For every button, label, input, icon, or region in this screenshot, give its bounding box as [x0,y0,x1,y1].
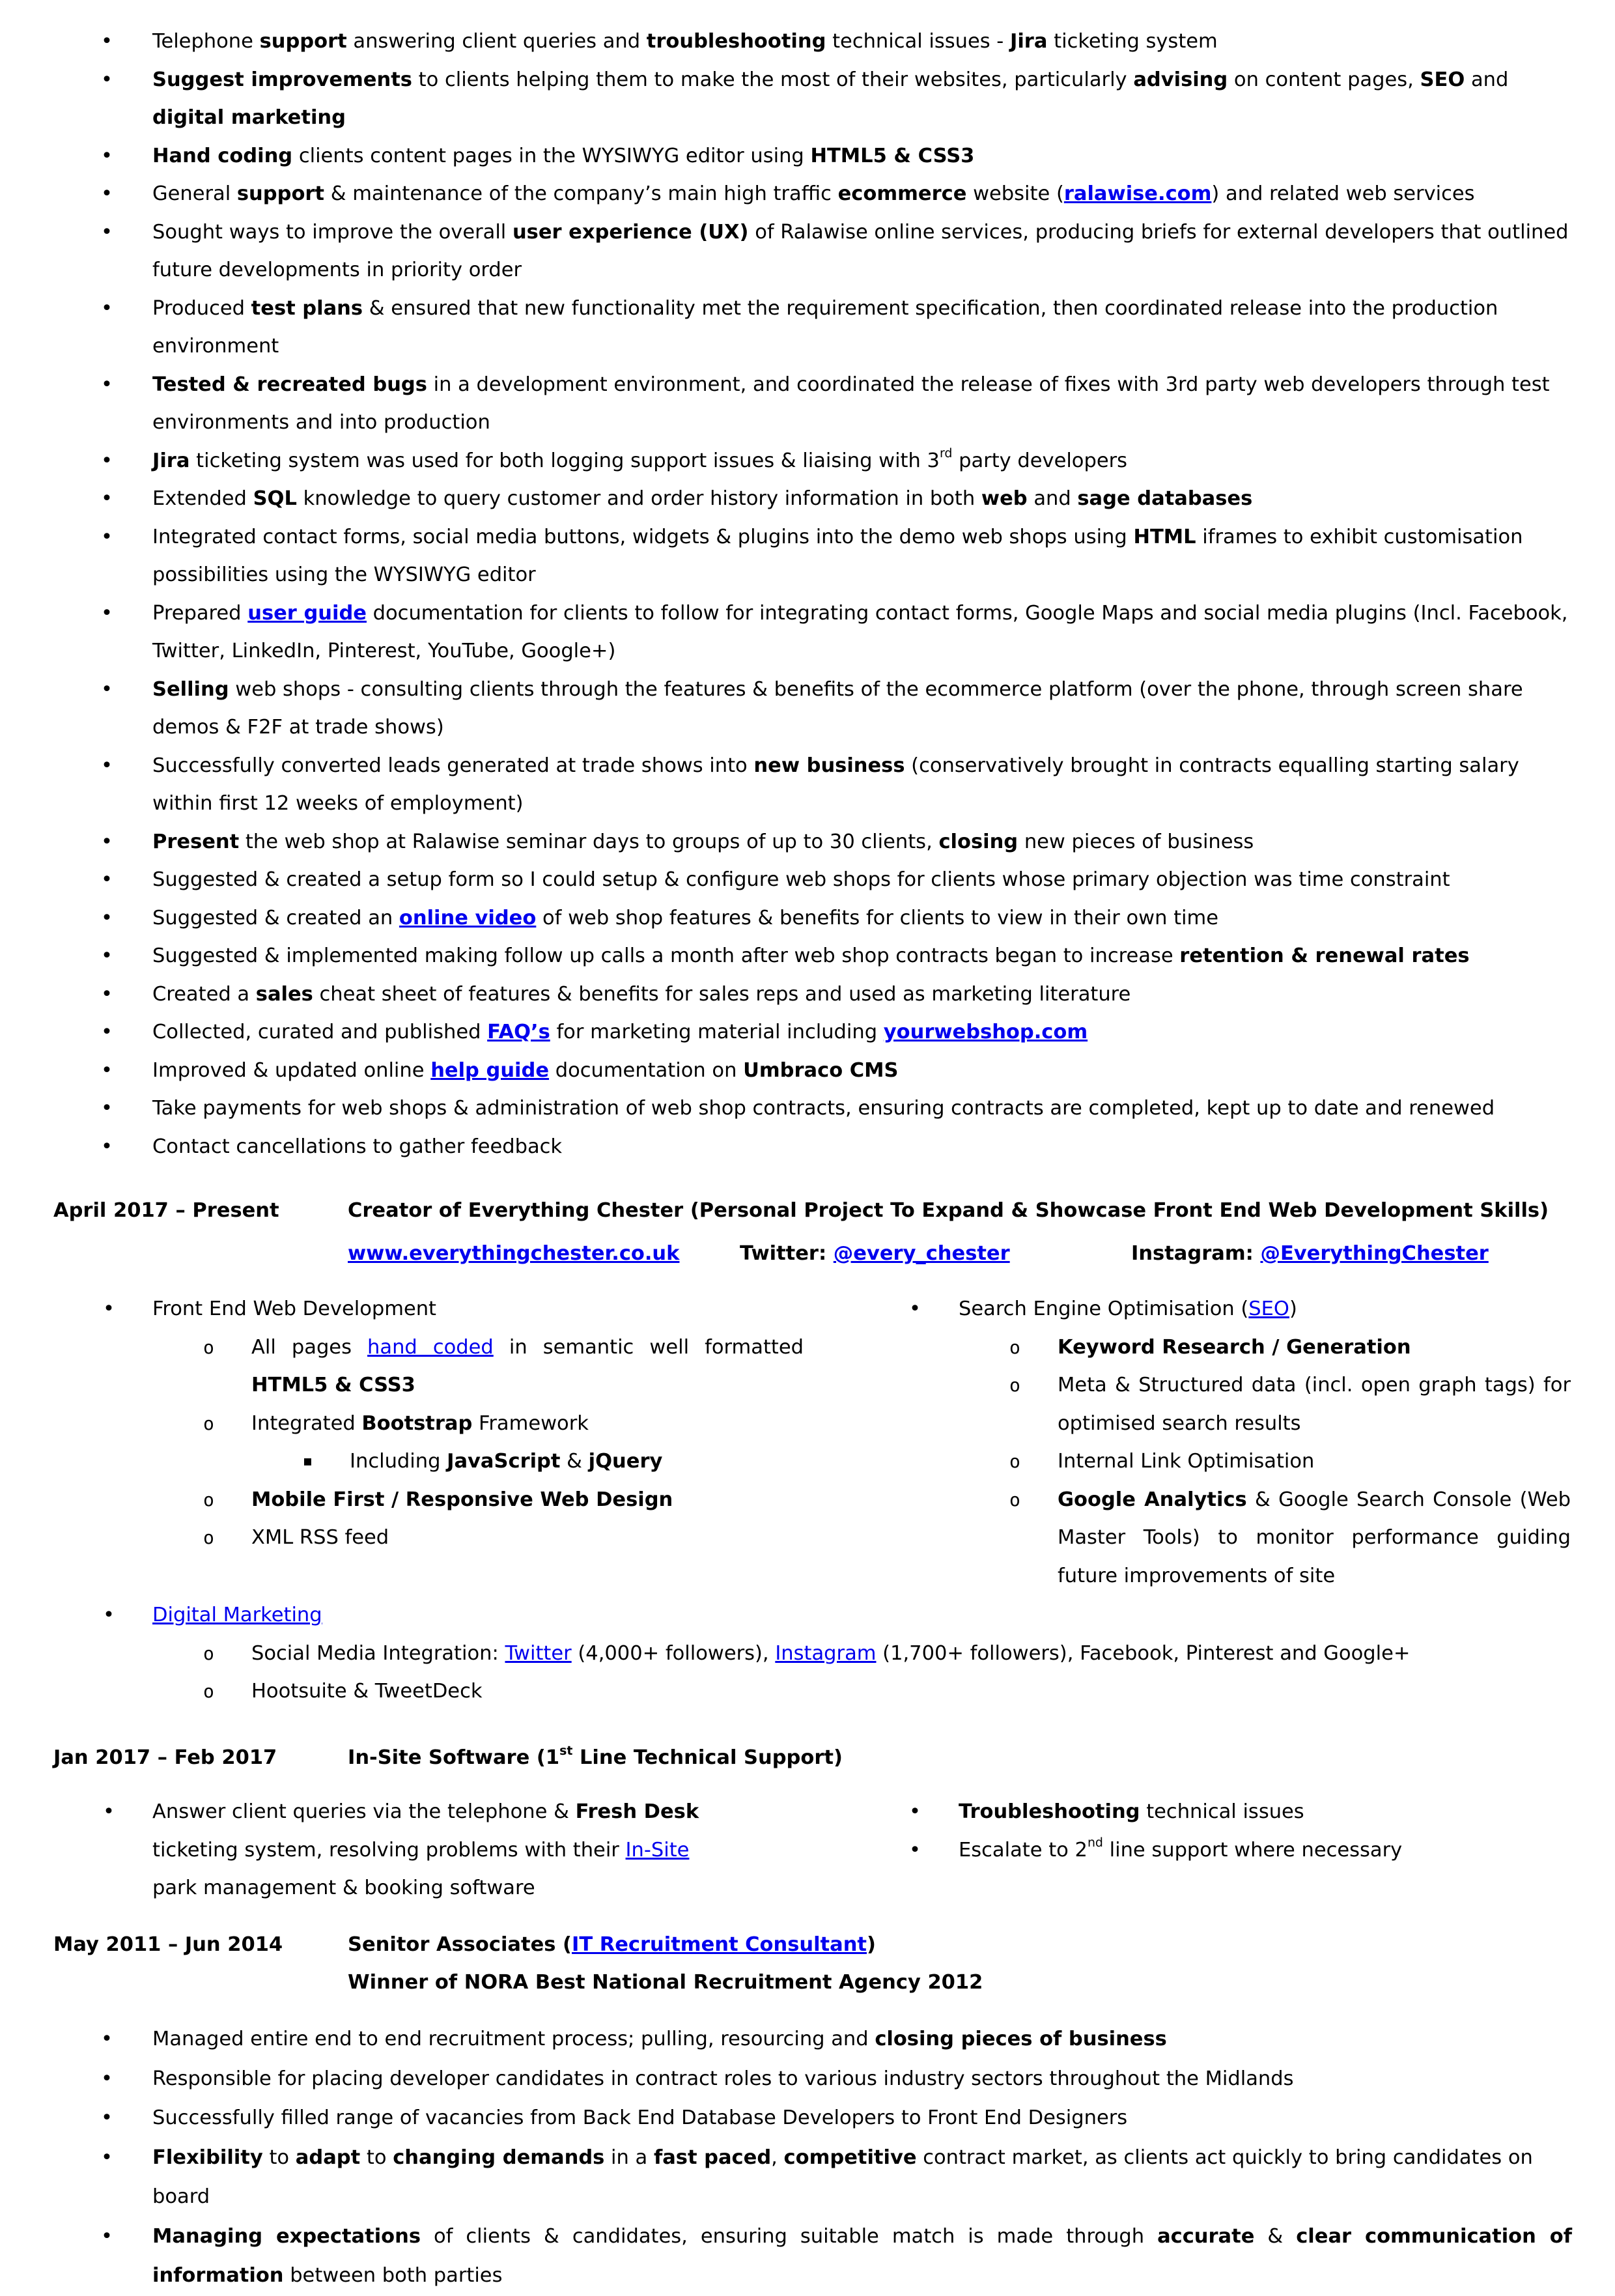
list-item: • Escalate to 2nd line support where necessary [959,1832,1571,1870]
list-item: • Suggested & created a setup form so I could setup & configure web shops for clients whose primary objection was time constraint [0,861,1615,900]
sub-item: o XML RSS feed [251,1519,804,1557]
help-guide-link[interactable]: help guide [430,1058,550,1082]
list-item: • Collected, curated and published FAQ’s for marketing material including yourwebshop.com [0,1013,1615,1052]
list-item: • Sought ways to improve the overall user experience (UX) of Ralawise online services, producing briefs for external developers that outlined future developments in priority order [0,214,1615,290]
user-guide-link[interactable]: user guide [247,601,367,625]
list-item: • Contact cancellations to gather feedback [0,1128,1615,1167]
seo-column [959,1290,1571,1595]
insite-right-column [959,1793,1571,1869]
sub-item: o Hootsuite & TweetDeck [251,1673,1572,1711]
job-date: Jan 2017 – Feb 2017 [53,1746,277,1769]
list-item: • Tested & recreated bugs in a development environment, and coordinated the release of fixes with 3rd party web developers through test environments and into production [0,366,1615,442]
list-item: • Responsible for placing developer candidates in contract roles to various industry sectors throughout the Midlands [0,2060,1615,2099]
digital-marketing-section [152,1596,1572,1711]
instagram-handle-link[interactable]: @EverythingChester [1260,1242,1489,1265]
insite-left-column [152,1793,738,1908]
front-end-column [152,1290,804,1557]
sub-item: o Keyword Research / Generation [1058,1329,1571,1367]
list-item: • Suggested & implemented making follow up calls a month after web shop contracts began to increase retention & renewal rates [0,937,1615,976]
list-item: • Hand coding clients content pages in the WYSIWYG editor using HTML5 & CSS3 [0,137,1615,176]
list-item: • Answer client queries via the telephone & Fresh Desk ticketing system, resolving problems with their In-Site park management & booking software [152,1793,738,1908]
job-title: In-Site Software (1st Line Technical Support) [348,1743,843,1769]
list-item: • Flexibility to adapt to changing demands in a fast paced, competitive contract market, as clients act quickly to bring candidates on board [0,2138,1615,2217]
list-item: • Produced test plans & ensured that new functionality met the requirement specification, then coordinated release into the production environment [0,290,1615,366]
list-item: • Telephone support answering client queries and troubleshooting technical issues - Jira ticketing system [0,23,1615,61]
sub-sub-item: ▪ Including JavaScript & jQuery [350,1443,804,1481]
seo-link[interactable]: SEO [1248,1297,1289,1320]
online-video-link[interactable]: online video [399,906,537,929]
list-item: • Take payments for web shops & administration of web shop contracts, ensuring contracts are completed, kept up to date and renewed [0,1090,1615,1128]
list-item: • Improved & updated online help guide documentation on Umbraco CMS [0,1052,1615,1090]
list-item: • Search Engine Optimisation (SEO) [959,1290,1571,1329]
sub-item: o Internal Link Optimisation [1058,1443,1571,1481]
list-item: • Prepared user guide documentation for clients to follow for integrating contact forms, Google Maps and social media plugins (Incl. Facebook, Twitter, LinkedIn, Pinterest, YouTube, Google+) [0,595,1615,671]
list-item: • Front End Web Development [152,1290,804,1329]
faqs-link[interactable]: FAQ’s [487,1021,550,1043]
list-item: • Selling web shops - consulting clients through the features & benefits of the ecommerce platform (over the phone, through screen share demos & F2F at trade shows) [0,671,1615,747]
list-item: • Present the web shop at Ralawise seminar days to groups of up to 30 clients, closing new pieces of business [0,823,1615,862]
instagram-handle-row: Instagram: @EverythingChester [1131,1242,1489,1265]
job-date: April 2017 – Present [53,1199,279,1222]
job-title: Senitor Associates (IT Recruitment Consultant) [348,1933,876,1956]
project-links [348,1235,679,1273]
list-item: • Managing expectations of clients & candidates, ensuring suitable match is made through accurate & clear communication of information between both parties [0,2217,1615,2296]
senitor-list [0,2020,1615,2296]
list-item: • Successfully converted leads generated at trade shows into new business (conservatively brought in contracts equalling starting salary within first 12 weeks of employment) [0,747,1615,823]
job-title: Creator of Everything Chester (Personal Project To Expand & Showcase Front End Web Development Skills) [348,1199,1549,1222]
list-item: • Integrated contact forms, social media buttons, widgets & plugins into the demo web shops using HTML iframes to exhibit customisation possibilities using the WYSIWYG editor [0,518,1615,595]
digital-marketing-link[interactable]: Digital Marketing [152,1604,322,1626]
list-item: • Troubleshooting technical issues [959,1793,1571,1832]
twitter-handle-link[interactable]: @every_chester [833,1242,1010,1265]
cv-page: • Telephone support answering client queries and troubleshooting technical issues - Jira ticketing system • Suggest improvements to clients helping them to make the most of their websites, particularly advising on content pages, SEO and digital marketing • Hand coding clients content pages in the WYSIWYG editor using HTML5 & CSS3 • General support & maintenance of the company’s main high traffic ecommerce website (ralawise.com) and related web services • Sought ways to improve the overall user experience (UX) of Ralawise online services, producing briefs for external developers that outlined future developments in priority order • Produced test plans & ensured that new functionality met the requirement specification, then coordinated release into the production environment • Tested & recreated bugs in a development environment, and coordinated the release of fixes with 3rd party web developers through test environments and into production • Jira ticketing system was used for both logging support issues & liaising with 3rd party developers • Extended SQL knowledge to query customer and order history information in both web and sage databases • Integrated contact forms, social media buttons, widgets & plugins into the demo web shops using HTML iframes to exhibit customisation possibilities using the WYSIWYG editor • Prepared user guide documentation for clients to follow for integrating contact forms, Google Maps and social media plugins (Incl. Facebook, Twitter, LinkedIn, Pinterest, YouTube, Google+) • Selling web shops - consulting clients through the features & benefits of the ecommerce platform (over the phone, through screen share demos & F2F at trade shows) • Successfully converted leads generated at trade shows into new business (conservatively brought in contracts equalling starting salary within first 12 weeks of employment) • Present the web shop at Ralawise seminar days to groups of up to 30 clients, closing new pieces of business • Suggested & created a setup form so I could setup & configure web shops for clients whose primary objection was time constraint • Suggested & created an online video of web shop features & benefits for clients to view in their own time • Suggested & implemented making follow up calls a month after web shop contracts began to increase retention & renewal rates • Created a sales cheat sheet of features & benefits for sales reps and used as marketing literature • Collected, curated and published FAQ’s for marketing material including yourwebshop.com • Improved & updated online help guide documentation on Umbraco CMS • Take payments for web shops & administration of web shop contracts, ensuring contracts are completed, kept up to date and renewed • Contact cancellations to gather feedback April 2017 – Present Creator of Everything Chester (Personal Project To Expand & Showcase Front End Web Development Skills) www.everythingchester.co.uk Twitter: @every_chester Instagram: @EverythingChester • Front End Web Development o All pages hand coded in semantic well formatted HTML5 & CSS3 o Integrated Bootstrap Framework ▪ Including JavaScript & jQuery o Mobile First / Responsive Web Design o XML RSS feed • Search Engine Optimisation (SEO) o Keyword Research / Generation o Meta & Structured data (incl. open graph tags) for optimised search results o Internal Link Optimisation o Google Analytics & Google Search Console (Web Master Tools) to monitor performance guiding future improvements of site • Digital Marketing o Social Media Integration: Twitter (4,000+ followers), Instagram (1,700+ followers), Facebook, Pinterest and Google+ o Hootsuite & TweetDeck Jan 2017 – Feb 2017 In-Site Software (1st Line Technical Support) • Answer client queries via the telephone & Fresh Desk ticketing system, resolving problems with their In-Site park management & booking software • Troubleshooting technical issues • Escalate to 2nd line support where necessary May 2011 – Jun 2014 Senitor Associates (IT Recruitment Consultant) Winner of NORA Best National Recruitment Agency 2012 • Managed entire end to end recruitment process; pulling, resourcing and closing pieces of business • Responsible for placing developer candidates in contract roles to various industry sectors throughout the Midlands • Successfully filled range of vacancies from Back End Database Developers to Front End Designers • Flexibility to adapt to changing demands in a fast paced, competitive contract market, as clients act quickly to bring candidates on board • Managing expectations of clients & candidates, ensuring suitable match is made through accurate & clear communication of information between both parties [0,0,1615,2285]
ralawise-link[interactable]: ralawise.com [1063,182,1212,205]
sub-item: o Meta & Structured data (incl. open graph tags) for optimised search results [1058,1367,1571,1443]
insite-link[interactable]: In-Site [625,1838,690,1862]
twitter-handle-row: Twitter: @every_chester [740,1242,1010,1265]
list-item [152,1596,1572,1635]
sub-item: o All pages hand coded in semantic well formatted HTML5 & CSS3 [251,1329,804,1405]
hand-coded-link[interactable]: hand coded [367,1335,494,1359]
responsibilities-list [0,23,1615,1166]
list-item: • Jira ticketing system was used for both logging support issues & liaising with 3rd party developers [0,442,1615,481]
yourwebshop-link[interactable]: yourwebshop.com [883,1021,1088,1043]
list-item: • Created a sales cheat sheet of features & benefits for sales reps and used as marketing literature [0,976,1615,1014]
list-item: • Extended SQL knowledge to query customer and order history information in both web and sage databases [0,480,1615,518]
list-item: • General support & maintenance of the company’s main high traffic ecommerce website (ralawise.com) and related web services [0,175,1615,214]
twitter-link[interactable]: Twitter [505,1641,572,1665]
sub-item: o Mobile First / Responsive Web Design [251,1481,804,1520]
sub-item: o Integrated Bootstrap Framework [251,1405,804,1443]
list-item: • Successfully filled range of vacancies from Back End Database Developers to Front End Designers [0,2099,1615,2138]
list-item: • Suggest improvements to clients helping them to make the most of their websites, particularly advising on content pages, SEO and digital marketing [0,61,1615,137]
list-item: • Managed entire end to end recruitment process; pulling, resourcing and closing pieces of business [0,2020,1615,2060]
instagram-link[interactable]: Instagram [775,1641,877,1665]
sub-item: o Google Analytics & Google Search Console (Web Master Tools) to monitor performance guiding future improvements of site [1058,1481,1571,1596]
website-link[interactable]: www.everythingchester.co.uk [348,1242,680,1265]
sub-item: o Social Media Integration: Twitter (4,000+ followers), Instagram (1,700+ followers), Facebook, Pinterest and Google+ [251,1635,1572,1673]
job-date: May 2011 – Jun 2014 [53,1933,283,1956]
list-item: • Suggested & created an online video of web shop features & benefits for clients to view in their own time [0,900,1615,938]
it-recruitment-link[interactable]: IT Recruitment Consultant [571,1933,867,1956]
